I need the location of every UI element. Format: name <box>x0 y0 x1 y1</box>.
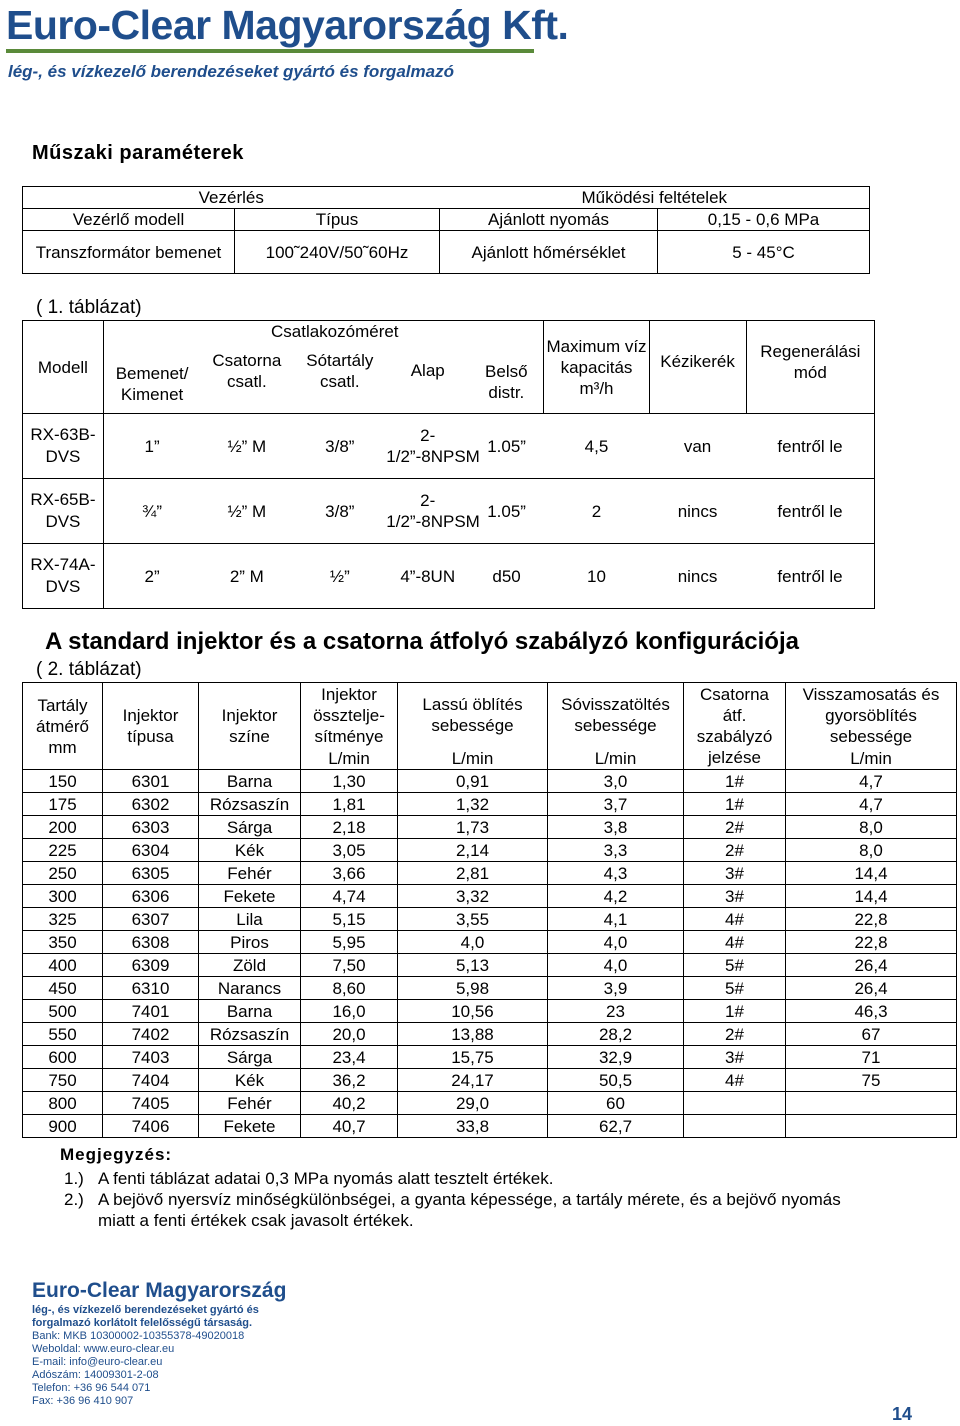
control-header-right: Működési feltételek <box>440 187 870 209</box>
table-cell: 7406 <box>103 1115 199 1138</box>
table-cell: 3# <box>684 885 786 908</box>
table-cell: 3,7 <box>548 793 684 816</box>
table-cell: 13,88 <box>398 1023 548 1046</box>
table-cell: Zöld <box>199 954 301 977</box>
control-cell: Vezérlő modell <box>23 209 235 231</box>
table-cell: 5,98 <box>398 977 548 1000</box>
injector-heading: A standard injektor és a csatorna átfolyó szabályzó konfigurációja <box>45 628 799 655</box>
table-cell: 2” M <box>200 544 293 609</box>
table-cell: 2 <box>544 479 649 544</box>
table-cell: 550 <box>23 1023 103 1046</box>
table-cell: 6305 <box>103 862 199 885</box>
table-cell: 28,2 <box>548 1023 684 1046</box>
table-cell: 6303 <box>103 816 199 839</box>
table-cell: Barna <box>199 1000 301 1023</box>
table-cell: 4,5 <box>544 414 649 479</box>
table-cell: 6309 <box>103 954 199 977</box>
header-injector-type: Injektor típusa <box>103 683 199 770</box>
table-cell: 4”-8UN <box>386 544 469 609</box>
footer-web[interactable]: Weboldal: www.euro-clear.eu <box>32 1343 175 1355</box>
table-cell: 1,73 <box>398 816 548 839</box>
table-cell: Rózsaszín <box>199 1023 301 1046</box>
header-rule <box>6 49 534 53</box>
table-cell: 22,8 <box>786 908 957 931</box>
table-cell: 29,0 <box>398 1092 548 1115</box>
note-text: A fenti táblázat adatai 0,3 MPa nyomás alatt tesztelt értékek. <box>98 1169 554 1188</box>
table-cell: 4# <box>684 1069 786 1092</box>
control-header-left: Vezérlés <box>23 187 440 209</box>
table-cell: fentről le <box>746 414 874 479</box>
model-name: RX-63B-DVS <box>23 414 104 479</box>
table-cell: 23,4 <box>301 1046 398 1069</box>
table1-caption: ( 1. táblázat) <box>36 297 142 318</box>
table-cell: 36,2 <box>301 1069 398 1092</box>
table-cell: ¾” <box>103 479 200 544</box>
notes-heading: Megjegyzés: <box>60 1145 173 1164</box>
table-cell: 6302 <box>103 793 199 816</box>
control-cell: Ajánlott hőmérséklet <box>440 231 658 274</box>
table-cell: 5,13 <box>398 954 548 977</box>
note-number: 2.) <box>64 1190 84 1209</box>
table-cell: 2,14 <box>398 839 548 862</box>
table-row <box>23 839 957 862</box>
section-heading: Műszaki paraméterek <box>32 142 244 164</box>
control-cell: Ajánlott nyomás <box>440 209 658 231</box>
table-cell: Fehér <box>199 1092 301 1115</box>
footer-bank: Bank: MKB 10300002-10355378-49020018 <box>32 1330 245 1342</box>
table-cell: van <box>649 414 746 479</box>
header-base: Alap <box>386 342 469 414</box>
note-text: A bejövő nyersvíz minőségkülönbségei, a gyanta képessége, a tartály mérete, és a bejövő nyomás miatt a fenti értékek csak javasolt értékek. <box>98 1190 841 1230</box>
table-cell <box>684 1092 786 1115</box>
table-cell: 3# <box>684 862 786 885</box>
header-model: Modell <box>23 321 104 414</box>
table-cell: Lila <box>199 908 301 931</box>
unit-label: L/min <box>398 747 548 770</box>
table-cell: 450 <box>23 977 103 1000</box>
model-name: RX-65B-DVS <box>23 479 104 544</box>
table-row <box>23 770 957 793</box>
table-cell: 0,91 <box>398 770 548 793</box>
table-cell: 4,0 <box>548 954 684 977</box>
table-row <box>23 793 957 816</box>
table-cell: 2# <box>684 816 786 839</box>
header-backwash: Visszamosatás és gyorsöblítés sebessége <box>786 683 957 748</box>
table-cell: 2-1/2”-8NPSM <box>386 479 469 544</box>
table-row <box>23 1046 957 1069</box>
table-cell: ½” <box>293 544 386 609</box>
table-cell: 900 <box>23 1115 103 1138</box>
footer-email[interactable]: E-mail: info@euro-clear.eu <box>32 1356 163 1368</box>
table2-caption: ( 2. táblázat) <box>36 659 142 680</box>
table-cell: 3,8 <box>548 816 684 839</box>
company-logo-title: Euro-Clear Magyarország Kft. <box>6 2 569 48</box>
table-cell: 600 <box>23 1046 103 1069</box>
table-cell: 2,18 <box>301 816 398 839</box>
table-cell: 175 <box>23 793 103 816</box>
table-cell: 7401 <box>103 1000 199 1023</box>
table-cell: Kék <box>199 1069 301 1092</box>
table-cell: Fehér <box>199 862 301 885</box>
table-cell: 4# <box>684 931 786 954</box>
table-cell: 40,2 <box>301 1092 398 1115</box>
table-cell: 1” <box>103 414 200 479</box>
header-total <box>301 683 398 748</box>
table-cell: 46,3 <box>786 1000 957 1023</box>
note-item <box>64 1168 864 1189</box>
table-cell: 1,32 <box>398 793 548 816</box>
table-row <box>23 1000 957 1023</box>
table-cell: 1# <box>684 793 786 816</box>
header-handwheel: Kézikerék <box>649 321 746 414</box>
table-cell: 7404 <box>103 1069 199 1092</box>
table-cell: fentről le <box>746 479 874 544</box>
table-cell: 4,7 <box>786 770 957 793</box>
table-cell: Sárga <box>199 1046 301 1069</box>
header-drain-label: átf. <box>722 706 747 725</box>
table-cell: 8,60 <box>301 977 398 1000</box>
table-row <box>23 816 957 839</box>
table-cell: 800 <box>23 1092 103 1115</box>
header-slow-rinse: Lassú öblítés sebessége <box>398 683 548 748</box>
table-cell: 75 <box>786 1069 957 1092</box>
control-cell: Transzformátor bemenet <box>23 231 235 274</box>
table-cell: 8,0 <box>786 816 957 839</box>
table-cell: 6306 <box>103 885 199 908</box>
header-total-label: Injektor össztelje- <box>313 684 385 725</box>
note-item <box>64 1189 864 1230</box>
header-injector-color: Injektor színe <box>199 683 301 770</box>
unit-label: L/min <box>301 747 398 770</box>
control-table <box>22 186 870 274</box>
table-cell: 1# <box>684 770 786 793</box>
table-cell: 1,30 <box>301 770 398 793</box>
header-total-label2: sítménye <box>314 726 384 746</box>
footer-line: forgalmazó korlátolt felelősségű társaság. <box>32 1317 253 1329</box>
table-cell: 2-1/2”-8NPSM <box>386 414 469 479</box>
table-cell: d50 <box>469 544 544 609</box>
page-number: 14 <box>891 1404 912 1424</box>
table-cell: 3/8” <box>293 414 386 479</box>
table-cell: 6310 <box>103 977 199 1000</box>
table-cell: 26,4 <box>786 954 957 977</box>
table-cell: 7402 <box>103 1023 199 1046</box>
table-cell: 6301 <box>103 770 199 793</box>
header-drain-label: szabályzó <box>696 727 773 746</box>
table-cell: ½” M <box>200 414 293 479</box>
header-capacity: Maximum víz kapacitás m³/h <box>544 321 649 414</box>
table-cell: 3,05 <box>301 839 398 862</box>
footer-tax: Adószám: 14009301-2-08 <box>32 1369 159 1381</box>
table-cell: 4,7 <box>786 793 957 816</box>
table-cell: 325 <box>23 908 103 931</box>
injector-table-body <box>23 770 957 1138</box>
table-cell: 3,9 <box>548 977 684 1000</box>
table-cell: 3# <box>684 1046 786 1069</box>
table-cell: 22,8 <box>786 931 957 954</box>
header-brine: Sótartály csatl. <box>293 342 386 414</box>
table-cell: 3,66 <box>301 862 398 885</box>
control-cell: 0,15 - 0,6 MPa <box>658 209 870 231</box>
table-cell: 26,4 <box>786 977 957 1000</box>
table-cell: 250 <box>23 862 103 885</box>
footer-fax: Fax: +36 96 410 907 <box>32 1395 134 1407</box>
table-cell: Sárga <box>199 816 301 839</box>
table-cell: 3,32 <box>398 885 548 908</box>
table-cell: nincs <box>649 479 746 544</box>
footer-phone: Telefon: +36 96 544 071 <box>32 1382 151 1394</box>
table-cell: Narancs <box>199 977 301 1000</box>
table-cell: fentről le <box>746 544 874 609</box>
footer-company: Euro-Clear Magyarország <box>32 1279 287 1302</box>
table-cell: 50,5 <box>548 1069 684 1092</box>
table-cell: Kék <box>199 839 301 862</box>
table-cell: 3,0 <box>548 770 684 793</box>
header-inout: Bemenet/ Kimenet <box>103 321 200 414</box>
table-cell: 200 <box>23 816 103 839</box>
model-name: RX-74A-DVS <box>23 544 104 609</box>
table-cell: 67 <box>786 1023 957 1046</box>
table-cell: 32,9 <box>548 1046 684 1069</box>
table-cell: Fekete <box>199 885 301 908</box>
table-cell: 300 <box>23 885 103 908</box>
table-cell: 350 <box>23 931 103 954</box>
table-cell: 5# <box>684 954 786 977</box>
control-cell: 100˜240V/50˜60Hz <box>235 231 440 274</box>
table-cell: 15,75 <box>398 1046 548 1069</box>
table-cell: 2# <box>684 839 786 862</box>
table-cell: 10 <box>544 544 649 609</box>
table-row <box>23 1023 957 1046</box>
header-drain-label: jelzése <box>708 748 761 767</box>
table-cell <box>786 1115 957 1138</box>
note-number: 1.) <box>64 1169 84 1188</box>
table-cell: 40,7 <box>301 1115 398 1138</box>
table-cell: 6307 <box>103 908 199 931</box>
table-cell: 7403 <box>103 1046 199 1069</box>
table-row <box>23 1092 957 1115</box>
table-cell: 5,95 <box>301 931 398 954</box>
table-cell: nincs <box>649 544 746 609</box>
table-cell: 60 <box>548 1092 684 1115</box>
table-cell: 3,55 <box>398 908 548 931</box>
header-tank: Tartály átmérő mm <box>23 683 103 770</box>
table-cell: 750 <box>23 1069 103 1092</box>
table-cell: 10,56 <box>398 1000 548 1023</box>
table-cell: 1# <box>684 1000 786 1023</box>
header-brine-refill: Sóvisszatöltés sebessége <box>548 683 684 748</box>
table-cell: 4,3 <box>548 862 684 885</box>
table-cell <box>684 1115 786 1138</box>
table-row <box>23 908 957 931</box>
table-cell: 225 <box>23 839 103 862</box>
control-cell: 5 - 45°C <box>658 231 870 274</box>
table-cell: 7405 <box>103 1092 199 1115</box>
table-cell: 62,7 <box>548 1115 684 1138</box>
table-cell: 7,50 <box>301 954 398 977</box>
table-cell: 71 <box>786 1046 957 1069</box>
header-drain: Csatorna csatl. <box>200 342 293 414</box>
table-cell: 20,0 <box>301 1023 398 1046</box>
table-cell: 2# <box>684 1023 786 1046</box>
table-cell: 6304 <box>103 839 199 862</box>
table-cell: 1,81 <box>301 793 398 816</box>
table-cell: Barna <box>199 770 301 793</box>
company-subtitle: lég-, és vízkezelő berendezéseket gyártó és forgalmazó <box>8 62 454 81</box>
table-row <box>23 1115 957 1138</box>
table-cell: 4,0 <box>548 931 684 954</box>
control-cell: Típus <box>235 209 440 231</box>
unit-label: L/min <box>548 747 684 770</box>
table-cell: 3/8” <box>293 479 386 544</box>
model-table <box>22 320 875 609</box>
header-drain-flow <box>684 683 786 770</box>
table-cell: 5# <box>684 977 786 1000</box>
table-cell: 1.05” <box>469 414 544 479</box>
table-cell <box>786 1092 957 1115</box>
header-distr: Belső distr. <box>469 321 544 414</box>
table-cell: 4,1 <box>548 908 684 931</box>
table-cell: 4# <box>684 908 786 931</box>
table-cell: 33,8 <box>398 1115 548 1138</box>
table-cell: 24,17 <box>398 1069 548 1092</box>
table-cell: 8,0 <box>786 839 957 862</box>
unit-label: L/min <box>786 747 957 770</box>
table-cell: 2” <box>103 544 200 609</box>
injector-table <box>22 682 957 1138</box>
table-cell: 2,81 <box>398 862 548 885</box>
table-cell: 4,74 <box>301 885 398 908</box>
table-cell: 400 <box>23 954 103 977</box>
table-row <box>23 931 957 954</box>
table-cell: 4,0 <box>398 931 548 954</box>
header-regen: Regenerálási mód <box>746 321 874 414</box>
table-cell: Fekete <box>199 1115 301 1138</box>
table-cell: 4,2 <box>548 885 684 908</box>
table-cell: 5,15 <box>301 908 398 931</box>
table-cell: Piros <box>199 931 301 954</box>
header-connector-size: Csatlakozóméret <box>200 321 469 343</box>
table-cell: 6308 <box>103 931 199 954</box>
table-row <box>23 1069 957 1092</box>
header-drain-label: Csatorna <box>700 685 769 704</box>
table-row <box>23 954 957 977</box>
table-cell: 14,4 <box>786 862 957 885</box>
table-cell: 150 <box>23 770 103 793</box>
table-cell: ½” M <box>200 479 293 544</box>
table-cell: 500 <box>23 1000 103 1023</box>
table-cell: 14,4 <box>786 885 957 908</box>
footer-line: lég-, és vízkezelő berendezéseket gyártó és <box>32 1304 259 1316</box>
table-row <box>23 977 957 1000</box>
table-row <box>23 885 957 908</box>
table-row <box>23 862 957 885</box>
table-cell: 1.05” <box>469 479 544 544</box>
table-cell: 3,3 <box>548 839 684 862</box>
table-cell: Rózsaszín <box>199 793 301 816</box>
table-cell: 16,0 <box>301 1000 398 1023</box>
table-cell: 23 <box>548 1000 684 1023</box>
